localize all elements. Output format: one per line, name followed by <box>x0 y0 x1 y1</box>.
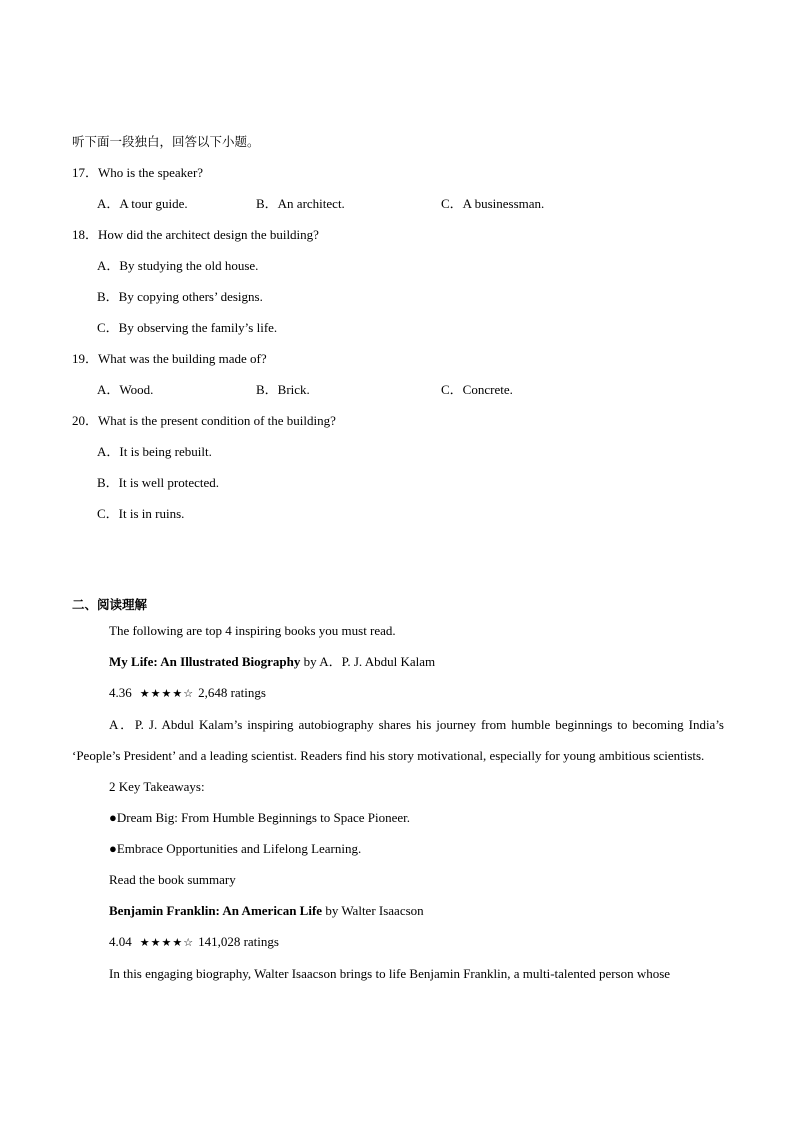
option-b: B．An architect. <box>256 196 345 211</box>
book1-heading <box>72 652 724 672</box>
book2-ratings-count: 141,028 ratings <box>198 934 279 949</box>
option-c: C．It is in ruins. <box>97 506 185 521</box>
listening-instruction: 听下面一段独白，回答以下小题。 <box>72 134 260 149</box>
section-spacer <box>72 535 724 595</box>
book1-takeaway-1: ●Dream Big: From Humble Beginnings to Space Pioneer. <box>109 810 411 825</box>
option-c: C．A businessman. <box>441 196 545 211</box>
book2-rating-row <box>72 932 724 952</box>
question-20-stem: 20．What is the present condition of the building? <box>72 413 336 428</box>
book2-title: Benjamin Franklin: An American Life <box>109 903 323 918</box>
question-17-stem: 17．Who is the speaker? <box>72 165 204 180</box>
option-c: C．Concrete. <box>441 382 513 397</box>
book1-takeaway-2: ●Embrace Opportunities and Lifelong Learning. <box>109 841 362 856</box>
book2-heading <box>72 901 724 921</box>
book1-title: My Life: An Illustrated Biography <box>109 654 301 669</box>
question-19-stem: 19．What was the building made of? <box>72 351 267 366</box>
book2-rating: 4.04 <box>109 934 132 949</box>
option-a: A．Wood. <box>97 382 154 397</box>
question-17-options <box>72 194 724 214</box>
option-c: C．By observing the family’s life. <box>97 320 278 335</box>
star-rating-icon: ★★★★☆ <box>139 687 195 700</box>
book1-description: A．P. J. Abdul Kalam’s inspiring autobiography shares his journey from humble beginnings to becoming India’s ‘People’s President’ and a leading scientist. Readers find his story motivational, especially for young ambitious scientists. <box>72 717 724 763</box>
question-18-stem: 18．How did the architect design the building? <box>72 227 319 242</box>
book2-description: In this engaging biography, Walter Isaacson brings to life Benjamin Franklin, a multi-talented person whose <box>109 966 671 981</box>
reading-intro: The following are top 4 inspiring books you must read. <box>109 623 396 638</box>
book2-author: by Walter Isaacson <box>322 903 424 918</box>
book1-author: by A．P. J. Abdul Kalam <box>300 654 436 669</box>
option-a: A．By studying the old house. <box>97 258 259 273</box>
book1-takeaways-heading: 2 Key Takeaways: <box>109 779 205 794</box>
book1-rating-row <box>72 683 724 703</box>
option-b: B．By copying others’ designs. <box>97 289 263 304</box>
option-a: A．It is being rebuilt. <box>97 444 212 459</box>
question-19-options <box>72 380 724 400</box>
option-b: B．Brick. <box>256 382 310 397</box>
star-rating-icon: ★★★★☆ <box>139 936 195 949</box>
book1-ratings-count: 2,648 ratings <box>198 685 266 700</box>
section-title: 二、阅读理解 <box>72 597 148 612</box>
option-a: A．A tour guide. <box>97 196 188 211</box>
option-b: B．It is well protected. <box>97 475 220 490</box>
book1-summary-link[interactable]: Read the book summary <box>109 872 236 887</box>
exam-page <box>72 132 724 989</box>
book1-rating: 4.36 <box>109 685 132 700</box>
